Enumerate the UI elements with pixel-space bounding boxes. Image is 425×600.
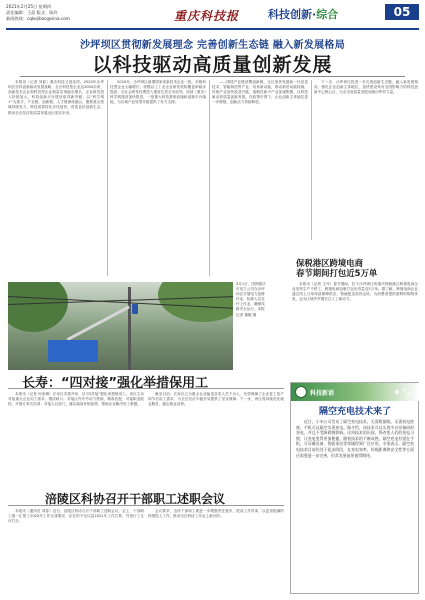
story-3-column-1: 本报讯（通讯员 刘春）近日，涪陵区科协召开干部职工述职会议。会上，干部职工逐一汇报了2020年工作完成情况、存在的不足以及2021年工作打算，并进行了互评打分。 — [8, 509, 144, 524]
story-right-text: 本报讯（记者 王丹）春节期间，位于沙坪坝区的重庆保税港区跨境电商企业坚持生产不停工，跨境电商包裹打包出货量近5万单。据了解，跨境电商企业通过线上订单持续保障供应，物流配送高效运转，为消费者提供便利的购物体验，也为区域外贸增长注入了新动力。 — [292, 282, 418, 302]
page-header — [6, 4, 419, 28]
editor-line: 责任编辑：王晨 版式：陈玲 — [6, 10, 58, 15]
story-right-title — [296, 258, 377, 278]
worker-figure — [132, 304, 138, 314]
story-right-title-line1: 保税港区跨境电商 — [296, 258, 363, 268]
feature-banner — [291, 383, 419, 401]
page-number: 05 — [385, 4, 419, 20]
feature-text: 近日，小米公司发布了隔空充电技术，无需数据线、无需充电底座，手机可以隔空实现充电。据介绍，该技术可以实现多台设备同时充电，并且不受障碍物影响。这项技术的出现，将改变人们的充电习惯，让充电变得更加便捷。随着技术的不断成熟，隔空充电有望在手机、可穿戴设备、智能家居等领域得到广泛应用。专家表示，隔空充电技术目前仍处于起步阶段，在充电效率、传输距离和安全性等方面还需要进一步完善，但其发展前景值得期待。 — [296, 419, 414, 458]
photo-caption: 3月1日，国网重庆市电力公司在沙坪坝区开展电力抢修作业，检修人员在杆上作业，确保线路安全运行。本报记者 董刚 摄 — [236, 282, 266, 317]
lead-headline: 以科技驱动高质量创新发展 — [92, 54, 333, 76]
feature-box — [290, 382, 419, 594]
story-2-column-1: 本报讯（记者 何亚琳）长寿区多措并举，以“四对接”强化举措保用工。该区主动对接重点企业用工需求，摸清缺口；对接区内外劳动力资源，精准匹配；对接职业院校，开展订单式培训；对接人社部门，落实稳岗补贴政策，帮助企业解决用工难题。 — [8, 392, 144, 407]
story-2-column-2: 截至目前，长寿区已为重点企业输送各类人员千余人，有效保障了企业复工复产和节后用工需求，为全区经济平稳开局提供了坚实保障。下一步，该区将持续优化就业服务，稳定就业局势。 — [148, 392, 284, 407]
lead-rule — [20, 76, 405, 77]
feature-logo-text: 科技新语 — [310, 390, 335, 397]
lead-column-2: 2020年，沙坪坝区新增国家高新技术企业一批，市级科技型企业大幅增长；规模以上工业企业研发机构覆盖率稳步提高；全社会研发经费投入强度位居全市前列。西部（重庆）科学城建设加快推进，一批重大科技基础设施和创新平台落地，为区域产业转型升级提供了有力支撑。 — [110, 80, 206, 105]
section-name: 科技创新 — [268, 8, 312, 21]
masthead: 重庆科技报 — [174, 9, 240, 23]
feature-logo-icon — [295, 386, 307, 398]
sparkle-icon — [393, 386, 413, 398]
column-divider — [311, 80, 312, 240]
tree-shape — [8, 282, 68, 332]
column-divider — [209, 80, 210, 276]
lead-column-1: 本报讯（记者 刘蓝）重庆科技又创佳绩。2020年沙坪坝区坚持创新驱动发展战略，全区科技型企业达2000余家，高新技术企业和科技型企业数量实现稳步增长，企业研发投入持续加大，科技创新平台建设取得新突破，以“科学城+”为抓手，产业链、创新链、人才链深度融合，聚焦重点领域持续发力，科技成果转化步伐加快，营造良好创新生态，推动全区经济高质量发展迈出坚实步伐。 — [8, 80, 104, 115]
section-separator: · — [312, 8, 317, 21]
section-title — [268, 6, 338, 22]
lead-kicker: 沙坪坝区贯彻新发展理念 完善创新生态链 融入新发展格局 — [79, 40, 346, 51]
story-3-headline: 涪陵区科协召开干部职工述职会议 — [45, 492, 226, 506]
story-2-rule — [8, 388, 284, 389]
section-sub: 综合 — [316, 8, 339, 21]
news-photo — [8, 282, 233, 370]
story-right-title-line2: 春节期间打包近5万单 — [296, 268, 378, 278]
lead-column-3: ——围绕产业链部署创新链，全区加快发展新一代信息技术、智能制造等产业，培育新动能，推动新旧动能转换，传统产业加快改造升级，战略性新兴产业加速集聚，以科技驱动高质量创新发展。在政策引领下，企业创新主体地位进一步增强，创新活力持续释放。 — [212, 80, 308, 105]
story-3-rule — [8, 505, 284, 506]
truck-boom — [67, 305, 130, 341]
tree-shape — [158, 282, 233, 322]
header-meta — [6, 4, 70, 22]
lead-column-4: 下一步，沙坪坝区将进一步完善创新生态链，融入新发展格局，强化企业创新主体地位，加快建设具有全国影响力的科技创新中心核心区，为全市高质量发展贡献沙坪坝力量。 — [314, 80, 418, 95]
feature-title: 隔空充电技术来了 — [318, 407, 391, 417]
column-divider — [107, 80, 108, 276]
utility-truck — [48, 340, 98, 362]
date-line: 2021年2月25日 星期四 — [6, 4, 52, 9]
story-3-column-2: 会议要求，全体干部职工要进一步增强责任意识，提高工作效率，以更加饱满的热情投入工作，推动全区科协工作迈上新台阶。 — [148, 509, 284, 519]
story-2-headline: 长寿：“四对接”强化举措保用工 — [22, 376, 209, 391]
header-rule — [6, 28, 419, 30]
email-line: 新闻热线：cqkejibao@sina.com — [6, 16, 70, 21]
